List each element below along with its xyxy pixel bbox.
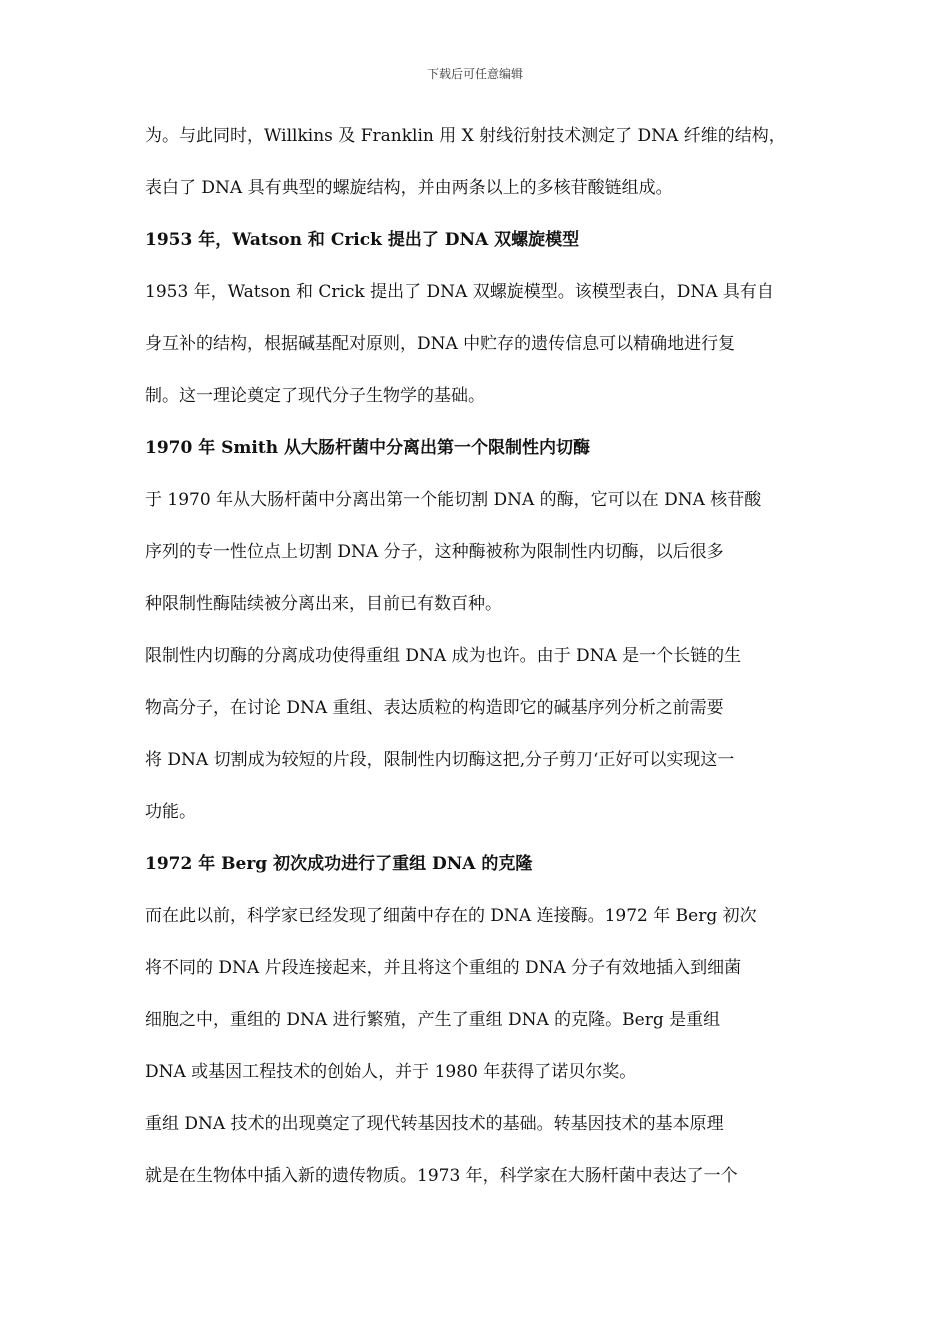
document-body xyxy=(145,118,807,1210)
text-line: DNA 或基因工程技术的创始人，并于 1980 年获得了诺贝尔奖。 xyxy=(145,1062,637,1082)
text-line: 身互补的结构，根据碱基配对原则，DNA 中贮存的遗传信息可以精确地进行复 xyxy=(145,334,736,354)
text-line: 将不同的 DNA 片段连接起来，并且将这个重组的 DNA 分子有效地插入到细菌 xyxy=(145,958,742,978)
text-line: 限制性内切酶的分离成功使得重组 DNA 成为也许。由于 DNA 是一个长链的生 xyxy=(145,646,742,666)
text-line: 种限制性酶陆续被分离出来，目前已有数百种。 xyxy=(145,594,502,614)
text-line: 为。与此同时，Willkins 及 Franklin 用 X 射线衍射技术测定了 DNA 纤维的结构， xyxy=(145,126,786,146)
text-line: 将 DNA 切割成为较短的片段，限制性内切酶这把‚分子剪刀‘正好可以实现这一 xyxy=(145,750,735,770)
text-line: 功能。 xyxy=(145,802,196,822)
text-line: 序列的专一性位点上切割 DNA 分子，这种酶被称为限制性内切酶，以后很多 xyxy=(145,542,724,562)
text-line: 而在此以前，科学家已经发现了细菌中存在的 DNA 连接酶。1972 年 Berg 初次 xyxy=(145,906,757,926)
text-line: 1953 年，Watson 和 Crick 提出了 DNA 双螺旋模型。该模型表白，DNA 具有自 xyxy=(145,282,774,302)
text-line: 就是在生物体中插入新的遗传物质。1973 年，科学家在大肠杆菌中表达了一个 xyxy=(145,1166,738,1186)
section-heading: 1972 年 Berg 初次成功进行了重组 DNA 的克隆 xyxy=(145,854,533,874)
text-line: 表白了 DNA 具有典型的螺旋结构，并由两条以上的多核苷酸链组成。 xyxy=(145,178,673,198)
text-line: 制。这一理论奠定了现代分子生物学的基础。 xyxy=(145,386,485,406)
text-line: 于 1970 年从大肠杆菌中分离出第一个能切割 DNA 的酶，它可以在 DNA 核苷酸 xyxy=(145,490,762,510)
text-line: 细胞之中，重组的 DNA 进行繁殖，产生了重组 DNA 的克隆。Berg 是重组 xyxy=(145,1010,721,1030)
page-header: 下载后可任意编辑 xyxy=(426,67,523,81)
text-line: 重组 DNA 技术的出现奠定了现代转基因技术的基础。转基因技术的基本原理 xyxy=(145,1114,724,1134)
text-line: 物高分子，在讨论 DNA 重组、表达质粒的构造即它的碱基序列分析之前需要 xyxy=(145,698,724,718)
section-heading: 1953 年，Watson 和 Crick 提出了 DNA 双螺旋模型 xyxy=(145,230,580,250)
section-heading: 1970 年 Smith 从大肠杆菌中分离出第一个限制性内切酶 xyxy=(145,438,591,458)
